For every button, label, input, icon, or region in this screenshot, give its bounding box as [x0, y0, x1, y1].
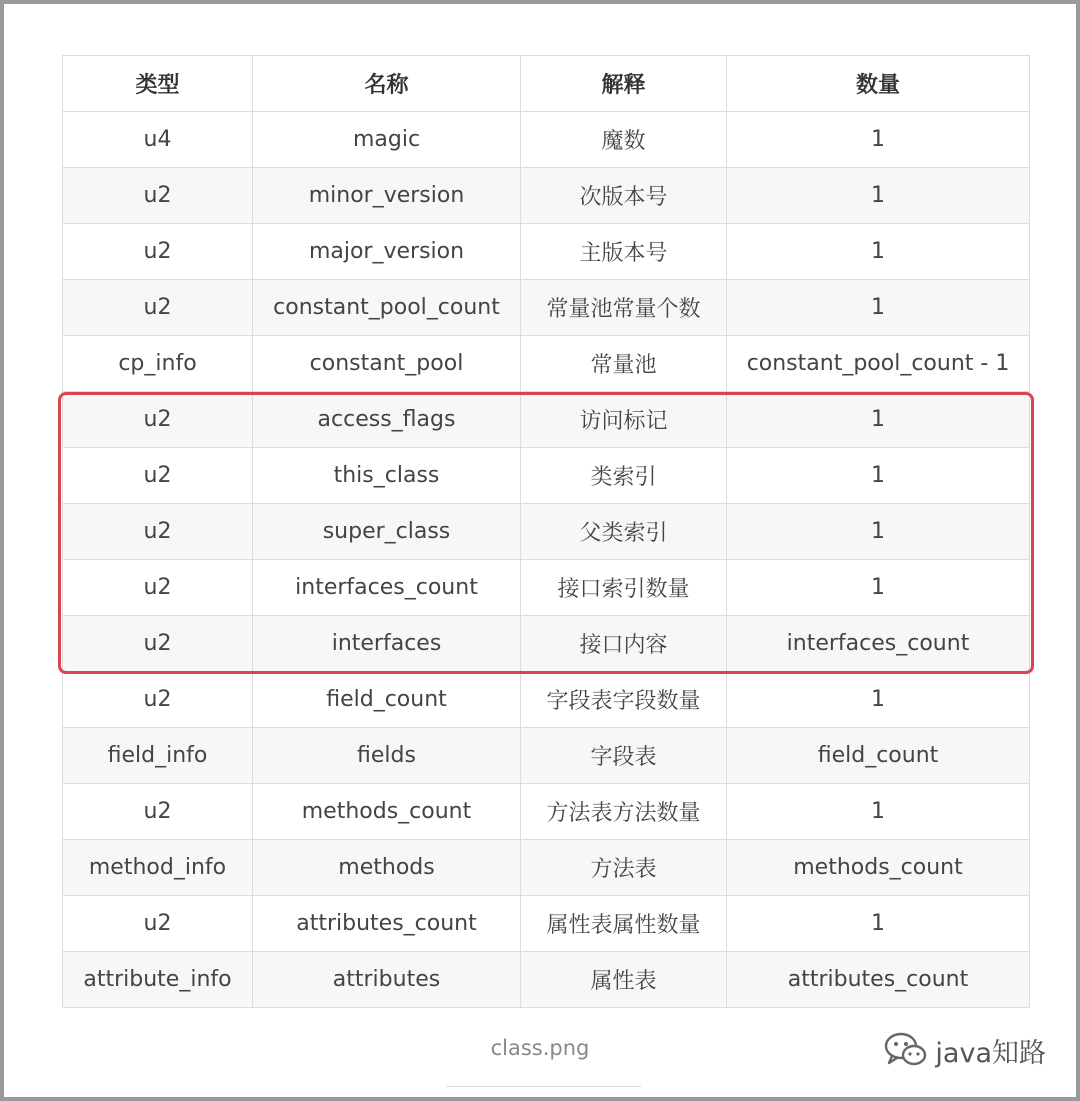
image-caption: class.png — [490, 1036, 590, 1060]
cell-count: 1 — [727, 168, 1030, 224]
cell-type: u4 — [63, 112, 253, 168]
cell-type: u2 — [63, 784, 253, 840]
cell-name: minor_version — [253, 168, 521, 224]
cell-type: u2 — [63, 448, 253, 504]
cell-type: method_info — [63, 840, 253, 896]
cell-type: u2 — [63, 896, 253, 952]
cell-description: 父类索引 — [521, 504, 727, 560]
header-name: 名称 — [253, 56, 521, 112]
caption-underline — [446, 1086, 641, 1087]
cell-count: 1 — [727, 560, 1030, 616]
cell-type: u2 — [63, 560, 253, 616]
cell-type: cp_info — [63, 336, 253, 392]
class-file-structure-table — [62, 55, 1030, 1008]
cell-count: 1 — [727, 392, 1030, 448]
cell-type: u2 — [63, 168, 253, 224]
table-row — [63, 168, 1030, 224]
cell-name: attributes — [253, 952, 521, 1008]
table-row — [63, 896, 1030, 952]
cell-name: major_version — [253, 224, 521, 280]
cell-type: u2 — [63, 280, 253, 336]
cell-description: 字段表 — [521, 728, 727, 784]
cell-name: super_class — [253, 504, 521, 560]
cell-name: interfaces — [253, 616, 521, 672]
table-row — [63, 728, 1030, 784]
cell-name: fields — [253, 728, 521, 784]
cell-name: constant_pool_count — [253, 280, 521, 336]
cell-type: u2 — [63, 224, 253, 280]
cell-description: 类索引 — [521, 448, 727, 504]
cell-name: this_class — [253, 448, 521, 504]
table-row — [63, 784, 1030, 840]
table-row — [63, 112, 1030, 168]
cell-name: methods — [253, 840, 521, 896]
cell-description: 接口索引数量 — [521, 560, 727, 616]
cell-count: field_count — [727, 728, 1030, 784]
cell-description: 主版本号 — [521, 224, 727, 280]
cell-type: attribute_info — [63, 952, 253, 1008]
cell-description: 方法表方法数量 — [521, 784, 727, 840]
table-row — [63, 280, 1030, 336]
cell-description: 属性表 — [521, 952, 727, 1008]
header-description: 解释 — [521, 56, 727, 112]
table-row — [63, 560, 1030, 616]
table-row — [63, 392, 1030, 448]
class-file-structure-table-container — [62, 55, 1029, 1008]
cell-description: 常量池 — [521, 336, 727, 392]
watermark — [883, 1030, 1046, 1070]
cell-description: 字段表字段数量 — [521, 672, 727, 728]
cell-type: u2 — [63, 392, 253, 448]
table-row — [63, 952, 1030, 1008]
cell-count: constant_pool_count - 1 — [727, 336, 1030, 392]
table-row — [63, 336, 1030, 392]
cell-count: 1 — [727, 224, 1030, 280]
cell-count: 1 — [727, 112, 1030, 168]
cell-description: 常量池常量个数 — [521, 280, 727, 336]
cell-count: 1 — [727, 504, 1030, 560]
cell-count: interfaces_count — [727, 616, 1030, 672]
cell-description: 接口内容 — [521, 616, 727, 672]
cell-type: u2 — [63, 616, 253, 672]
table-row — [63, 616, 1030, 672]
cell-count: attributes_count — [727, 952, 1030, 1008]
cell-description: 方法表 — [521, 840, 727, 896]
table-row — [63, 840, 1030, 896]
cell-name: attributes_count — [253, 896, 521, 952]
table-row — [63, 504, 1030, 560]
cell-type: field_info — [63, 728, 253, 784]
wechat-icon — [883, 1030, 929, 1070]
cell-count: 1 — [727, 280, 1030, 336]
cell-description: 属性表属性数量 — [521, 896, 727, 952]
cell-count: 1 — [727, 448, 1030, 504]
header-type: 类型 — [63, 56, 253, 112]
watermark-text: java知路 — [935, 1037, 1046, 1069]
cell-name: interfaces_count — [253, 560, 521, 616]
table-header-row — [63, 56, 1030, 112]
cell-name: methods_count — [253, 784, 521, 840]
cell-count: methods_count — [727, 840, 1030, 896]
header-count: 数量 — [727, 56, 1030, 112]
cell-count: 1 — [727, 672, 1030, 728]
table-row — [63, 672, 1030, 728]
cell-name: access_flags — [253, 392, 521, 448]
cell-name: constant_pool — [253, 336, 521, 392]
cell-description: 次版本号 — [521, 168, 727, 224]
cell-name: field_count — [253, 672, 521, 728]
cell-type: u2 — [63, 504, 253, 560]
cell-count: 1 — [727, 784, 1030, 840]
table-row — [63, 224, 1030, 280]
table-row — [63, 448, 1030, 504]
cell-name: magic — [253, 112, 521, 168]
cell-count: 1 — [727, 896, 1030, 952]
cell-description: 访问标记 — [521, 392, 727, 448]
cell-description: 魔数 — [521, 112, 727, 168]
cell-type: u2 — [63, 672, 253, 728]
